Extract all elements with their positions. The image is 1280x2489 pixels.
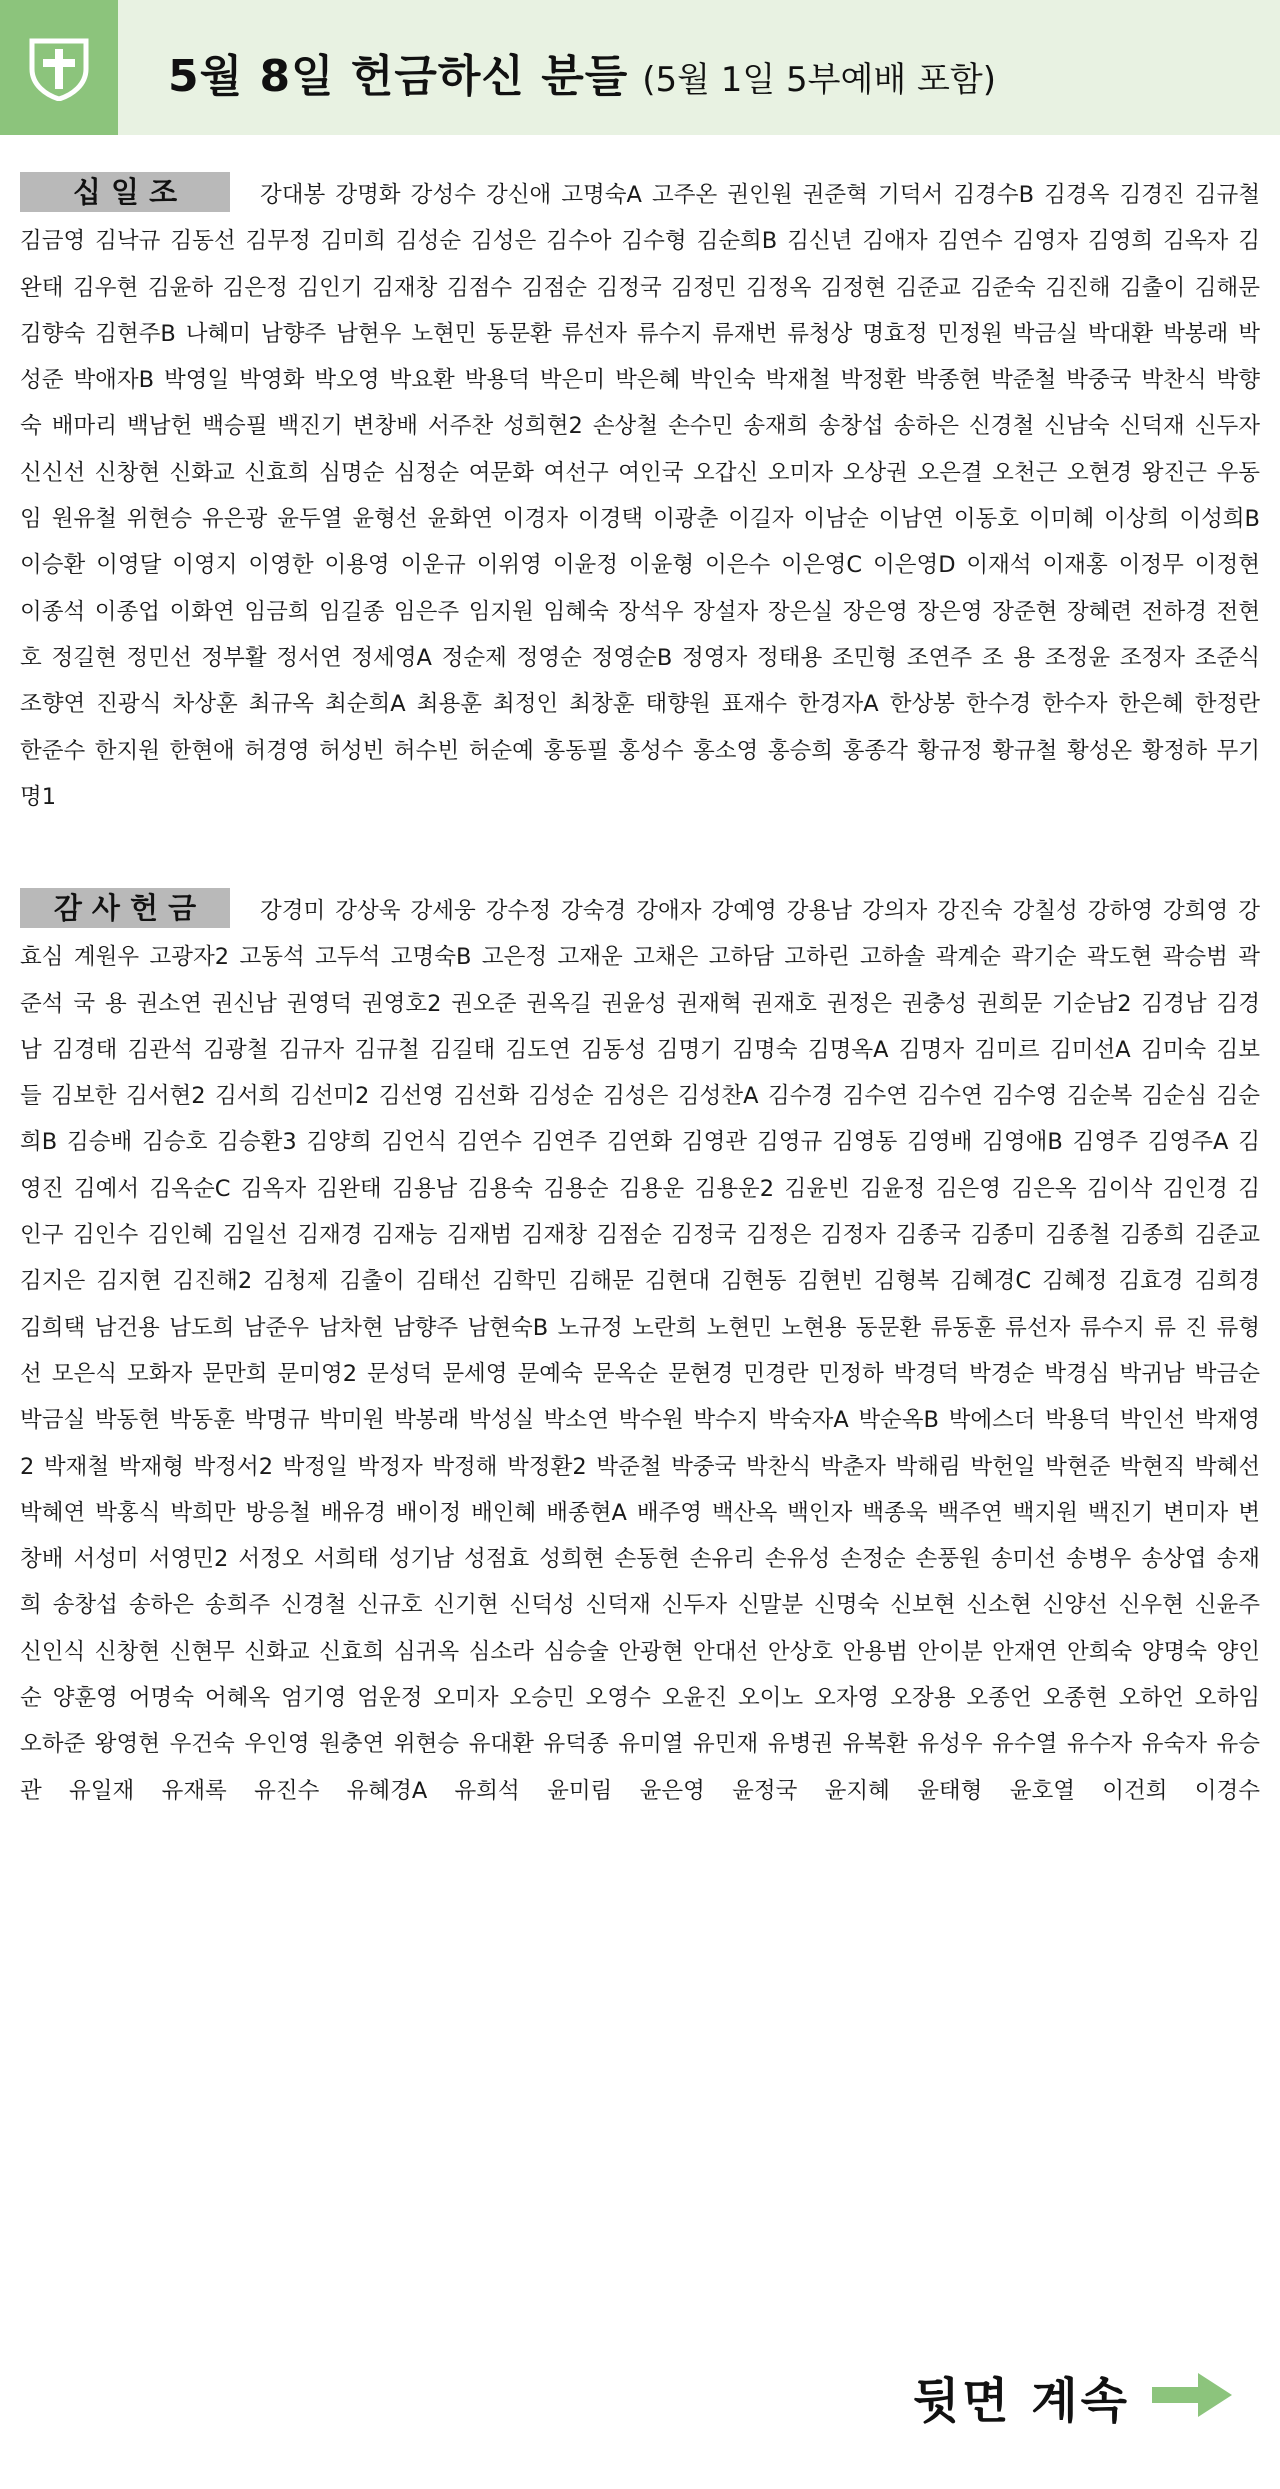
tithe-section: [20, 172, 1260, 820]
thanks-names-list: [20, 888, 1260, 1814]
logo-box: [0, 0, 118, 135]
tithe-names-list: [20, 172, 1260, 820]
continue-label: 뒷면 계속: [912, 2373, 1130, 2429]
tithe-names-text: 강대봉 강명화 강성수 강신애 고명숙A 고주온 권인원 권준혁 기덕서 김경수B 김경옥 김경진 김규철 김금영 김낙규 김동선 김무정 김미희 김성순 김성은 김수아 김수형 김순희B 김신년 김애자 김연수 김영자 김영희 김옥자 김완태 김우현 김윤하 김은정 김인기 김재창 김점수 김점순 김정국 김정민 김정옥 김정현 김준교 김준숙 김진해 김출이 김해문 김향숙 김현주B 나혜미 남향주 남현우 노현민 동문환 류선자 류수지 류재번 류청상 명효정 민정원 박금실 박대환 박봉래 박성준 박애자B 박영일 박영화 박오영 박요환 박용덕 박은미 박은혜 박인숙 박재철 박정환 박종현 박준철 박중국 박찬식 박향숙 배마리 백남헌 백승필 백진기 변창배 서주찬 성희현2 손상철 손수민 송재희 송창섭 송하은 신경철 신남숙 신덕재 신두자 신신선 신창현 신화교 신효희 심명순 심정순 여문화 여선구 여인국 오갑신 오미자 오상권 오은결 오천근 오현경 왕진근 우동임 원유철 위현승 유은광 윤두열 윤형선 윤화연 이경자 이경택 이광춘 이길자 이남순 이남연 이동호 이미혜 이상희 이성희B 이승환 이영달 이영지 이영한 이용영 이운규 이위영 이윤정 이윤형 이은수 이은영C 이은영D 이재석 이재홍 이정무 이정현 이종석 이종업 이화연 임금희 임길종 임은주 임지원 임혜숙 장석우 장설자 장은실 장은영 장은영 장준현 장혜련 전하경 전현호 정길현 정민선 정부활 정서연 정세영A 정순제 정영순 정영순B 정영자 정태용 조민형 조연주 조 용 조정윤 조정자 조준식 조향연 진광식 차상훈 최규옥 최순희A 최용훈 최정인 최창훈 태향원 표재수 한경자A 한상봉 한수경 한수자 한은혜 한정란 한준수 한지원 한현애 허경영 허성빈 허수빈 허순예 홍동필 홍성수 홍소영 홍승희 홍종각 황규정 황규철 황성온 황정하 무기명1: [20, 182, 1260, 810]
title-subtitle: (5월 1일 5부예배 포함): [642, 60, 996, 100]
thanks-names-text: 강경미 강상욱 강세웅 강수정 강숙경 강애자 강예영 강용남 강의자 강진숙 강칠성 강하영 강희영 강효심 계원우 고광자2 고동석 고두석 고명숙B 고은정 고재운 고채은 고하담 고하린 고하솔 곽계순 곽기순 곽도현 곽승범 곽준석 국 용 권소연 권신남 권영덕 권영호2 권오준 권옥길 권윤성 권재혁 권재호 권정은 권충성 권희문 기순남2 김경남 김경남 김경태 김관석 김광철 김규자 김규철 김길태 김도연 김동성 김명기 김명숙 김명옥A 김명자 김미르 김미선A 김미숙 김보들 김보한 김서현2 김서희 김선미2 김선영 김선화 김성순 김성은 김성찬A 김수경 김수연 김수연 김수영 김순복 김순심 김순희B 김승배 김승호 김승환3 김양희 김언식 김연수 김연주 김연화 김영관 김영규 김영동 김영배 김영애B 김영주 김영주A 김영진 김예서 김옥순C 김옥자 김완태 김용남 김용숙 김용순 김용운 김용운2 김윤빈 김윤정 김은영 김은옥 김이삭 김인경 김인구 김인수 김인혜 김일선 김재경 김재능 김재범 김재창 김점순 김정국 김정은 김정자 김종국 김종미 김종철 김종희 김준교 김지은 김지현 김진해2 김청제 김출이 김태선 김학민 김해문 김현대 김현동 김현빈 김형복 김혜경C 김혜정 김효경 김희경 김희택 남건용 남도희 남준우 남차현 남향주 남현숙B 노규정 노란희 노현민 노현용 동문환 류동훈 류선자 류수지 류 진 류형선 모은식 모화자 문만희 문미영2 문성덕 문세영 문예숙 문옥순 문현경 민경란 민정하 박경덕 박경순 박경심 박귀남 박금순 박금실 박동현 박동훈 박명규 박미원 박봉래 박성실 박소연 박수원 박수지 박숙자A 박순옥B 박에스더 박용덕 박인선 박재영2 박재철 박재형 박정서2 박정일 박정자 박정해 박정환2 박준철 박중국 박찬식 박춘자 박해림 박헌일 박현준 박현직 박혜선 박혜연 박홍식 박희만 방응철 배유경 배이정 배인혜 배종현A 배주영 백산옥 백인자 백종욱 백주연 백지원 백진기 변미자 변창배 서성미 서영민2 서정오 서희태 성기남 성점효 성희현 손동현 손유리 손유성 손정순 손풍원 송미선 송병우 송상엽 송재희 송창섭 송하은 송희주 신경철 신규호 신기현 신덕성 신덕재 신두자 신말분 신명숙 신보현 신소현 신양선 신우현 신윤주 신인식 신창현 신현무 신화교 신효희 심귀옥 심소라 심승술 안광현 안대선 안상호 안용범 안이분 안재연 안희숙 양명숙 양인순 양훈영 어명숙 어혜옥 엄기영 엄운정 오미자 오승민 오영수 오윤진 오이노 오자영 오장용 오종언 오종현 오하언 오하임 오하준 왕영현 우건숙 우인영 원충연 위현승 유대환 유덕종 유미열 유민재 유병권 유복환 유성우 유수열 유수자 유숙자 유승관 유일재 유재록 유진수 유혜경A 유희석 윤미림 윤은영 윤정국 윤지혜 윤태형 윤호열 이건희 이경수: [20, 898, 1260, 1804]
section-label-thanks: 감 사 헌 금: [20, 888, 230, 928]
continue-note: [913, 2362, 1232, 2431]
header-band: [0, 0, 1280, 135]
arrow-right-icon: [1152, 2373, 1232, 2421]
page-title: [168, 40, 996, 104]
title-main: 5월 8일 헌금하신 분들: [168, 51, 629, 102]
thanks-offering-section: [20, 888, 1260, 1814]
section-label-tithe: 십 일 조: [20, 172, 230, 212]
